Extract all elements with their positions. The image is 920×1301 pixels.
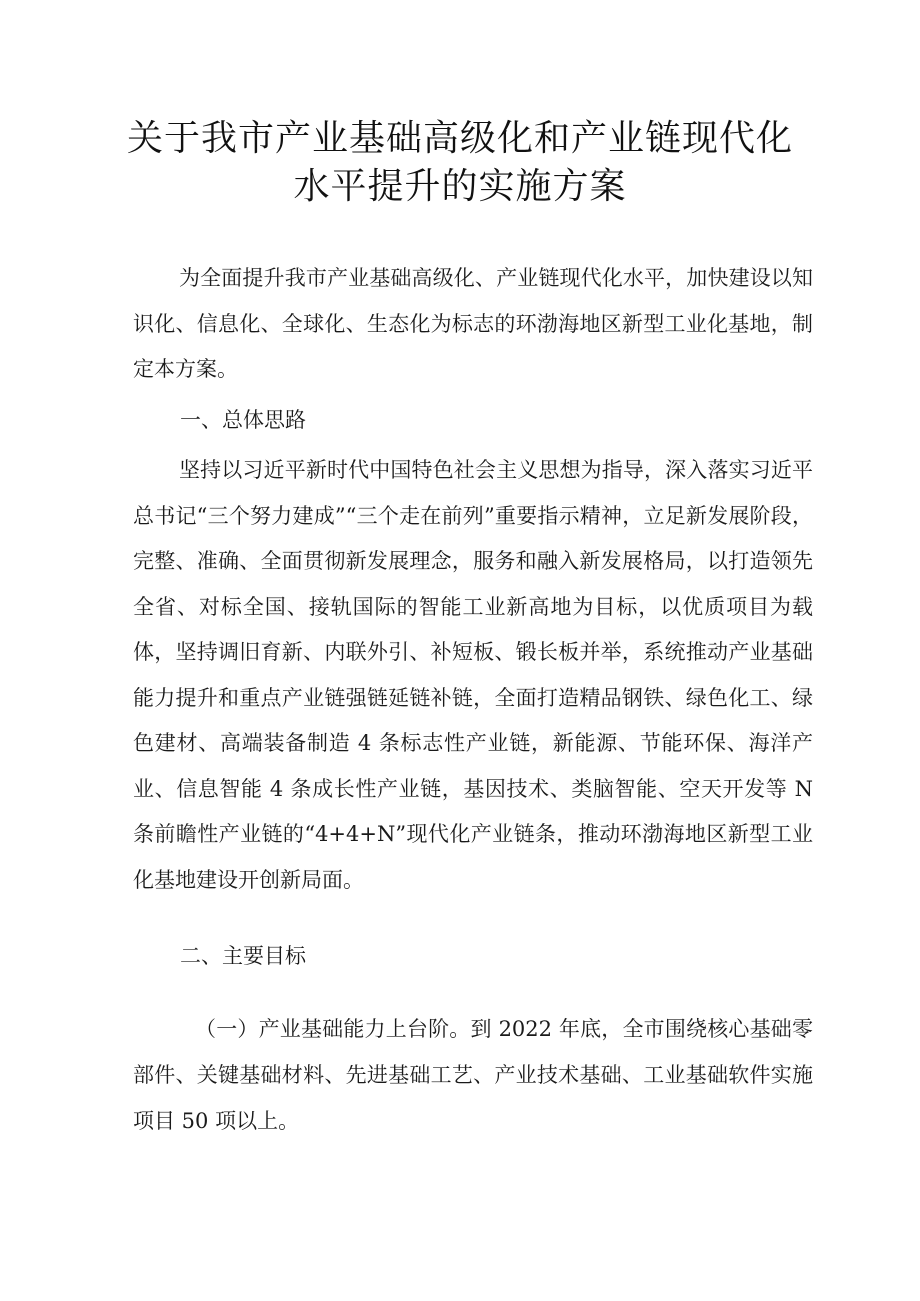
overall-approach-paragraph: 坚持以习近平新时代中国特色社会主义思想为指导，深入落实习近平总书记“三个努力建成”“三个走在前列”重要指示精神，立足新发展阶段，完整、准确、全面贯彻新发展理念，服务和融入新发展格局，以打造领先全省、对标全国、接轨国际的智能工业新高地为目标，以优质项目为载体，坚持调旧育新、内联外引、补短板、锻长板并举，系统推动产业基础能力提升和重点产业链强链延链补链，全面打造精品钢铁、绿色化工、绿色建材、高端装备制造 4 条标志性产业链，新能源、节能环保、海洋产业、信息智能 4 条成长性产业链，基因技术、类脑智能、空天开发等 N 条前瞻性产业链的“4+4+N”现代化产业链条，推动环渤海地区新型工业化基地建设开创新局面。 [133, 458, 813, 892]
section-heading-main-goals: 二、主要目标 [180, 944, 306, 968]
section-heading-overall-approach: 一、总体思路 [180, 408, 306, 432]
intro-paragraph: 为全面提升我市产业基础高级化、产业链现代化水平，加快建设以知识化、信息化、全球化、生态化为标志的环渤海地区新型工业化基地，制定本方案。 [133, 266, 813, 381]
goal-1-paragraph: （一）产业基础能力上台阶。到 2022 年底，全市围绕核心基础零部件、关键基础材料、先进基础工艺、产业技术基础、工业基础软件实施项目 50 项以上。 [133, 1017, 813, 1133]
document-title-line-2: 水平提升的实施方案 [293, 166, 627, 207]
document-title-line-1: 关于我市产业基础高级化和产业链现代化 [126, 118, 793, 159]
